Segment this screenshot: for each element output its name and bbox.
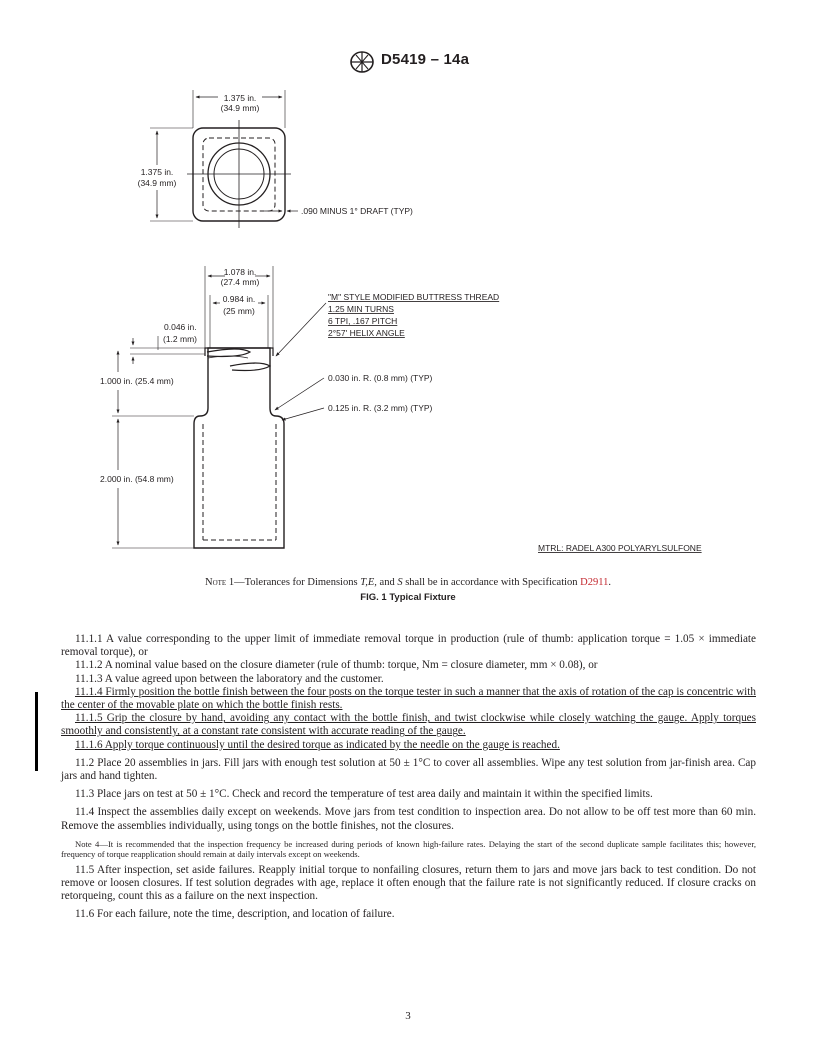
dim-finish-id-mm: (25 mm) bbox=[223, 306, 255, 316]
paragraph-11-1-4: 11.1.4 Firmly position the bottle finish between the four posts on the torque tester in such a manner that the axis of rotation of the cap is concentric with the center of the movable plate on which the bottle finish rests. bbox=[61, 685, 756, 712]
dim-lip-mm: (1.2 mm) bbox=[163, 334, 197, 344]
body-text bbox=[61, 633, 756, 922]
paragraph-11-3: 11.3 Place jars on test at 50 ± 1°C. Check and record the temperature of test area daily and maintain it within the specified limits. bbox=[75, 788, 653, 801]
dim-top-height-in: 1.375 in. bbox=[140, 167, 174, 177]
thread-spec-4: 2°57' HELIX ANGLE bbox=[328, 328, 405, 338]
note-4: Note 4—It is recommended that the inspection frequency be increased during periods of known high-failure rates. Delaying the start of the second duplicate sample facilitates this; however, frequency of torque reapplication should remain at daily intervals except on weekends. bbox=[61, 838, 756, 859]
note-label: Note 1 bbox=[205, 577, 235, 588]
dim-finish-id-in: 0.984 in. bbox=[222, 294, 256, 304]
spec-reference-link[interactable]: D2911 bbox=[580, 577, 609, 588]
thread-spec-2: 1.25 MIN TURNS bbox=[328, 304, 394, 314]
page-number: 3 bbox=[405, 1010, 411, 1022]
paragraph-11-5: 11.5 After inspection, set aside failures. Reapply initial torque to nonfailing closures, return them to jars and move jars back to test condition. Do not remove or loosen closures. If test solution degrades with age, replace it often enough that the failure rate is not significantly reduced. If closure cracks on retorqueing, count this as a failure on the next inspection. bbox=[61, 863, 756, 903]
figure-caption: FIG. 1 Typical Fixture bbox=[360, 592, 456, 603]
paragraph-11-1-1: 11.1.1 A value corresponding to the upper limit of immediate removal torque in production (rule of thumb: application torque = 1.05 × immediate removal torque), or bbox=[61, 633, 756, 659]
revision-change-bar bbox=[35, 692, 38, 771]
figure-note-1: Note 1—Tolerances for Dimensions T,E, and S shall be in accordance with Specification D2911. bbox=[205, 577, 611, 588]
bottle-profile bbox=[194, 348, 284, 548]
dim-radius-large: 0.125 in. R. (3.2 mm) (TYP) bbox=[328, 403, 433, 413]
paragraph-11-4: 11.4 Inspect the assemblies daily except on weekends. Move jars from test condition to inspection area. Do not allow to be off test more than 60 min. Remove the assemblies individually, using tongs on the bottle finishes, not the closures. bbox=[61, 806, 756, 832]
thread-spec-3: 6 TPI, .167 PITCH bbox=[328, 316, 398, 326]
paragraph-11-1-5: 11.1.5 Grip the closure by hand, avoiding any contact with the bottle finish, and twist clockwise while closely watching the gauge. Apply torques smoothly and consistently, at a constant rate consistent with accurate reading of the gauge. bbox=[61, 712, 756, 738]
dim-draft: .090 MINUS 1° DRAFT (TYP) bbox=[301, 206, 413, 216]
dim-top-height-mm: (34.9 mm) bbox=[137, 178, 177, 188]
dim-top-width-mm: (34.9 mm) bbox=[220, 103, 260, 113]
paragraph-11-6: 11.6 For each failure, note the time, description, and location of failure. bbox=[75, 908, 395, 921]
dim-finish-od-mm: (27.4 mm) bbox=[220, 277, 260, 287]
dim-radius-small: 0.030 in. R. (0.8 mm) (TYP) bbox=[328, 373, 433, 383]
paragraph-11-1-2: 11.1.2 A nominal value based on the closure diameter (rule of thumb: torque, Nm = closure diameter, mm × 0.08), or bbox=[75, 659, 598, 672]
dim-body-height: 2.000 in. (54.8 mm) bbox=[100, 474, 174, 484]
material-spec: MTRL: RADEL A300 POLYARYLSULFONE bbox=[538, 543, 702, 553]
dim-finish-od-in: 1.078 in. bbox=[223, 267, 257, 277]
paragraph-11-2: 11.2 Place 20 assemblies in jars. Fill jars with enough test solution at 50 ± 1°C to cover all assemblies. Wipe any test solution from jar-finish area. Cap jars and hand tighten. bbox=[61, 756, 756, 783]
paragraph-11-1-6: 11.1.6 Apply torque continuously until the desired torque as indicated by the needle on the gauge is reached. bbox=[75, 738, 560, 751]
dim-lip-in: 0.046 in. bbox=[164, 322, 197, 332]
paragraph-11-1-3: 11.1.3 A value agreed upon between the laboratory and the customer. bbox=[75, 672, 384, 685]
dim-neck-height: 1.000 in. (25.4 mm) bbox=[100, 376, 174, 386]
thread-lower bbox=[230, 363, 270, 371]
thread-upper bbox=[207, 349, 250, 357]
document-id: D5419 – 14a bbox=[381, 51, 470, 68]
dim-top-width-in: 1.375 in. bbox=[223, 93, 257, 103]
thread-spec-1: "M" STYLE MODIFIED BUTTRESS THREAD bbox=[328, 292, 500, 302]
